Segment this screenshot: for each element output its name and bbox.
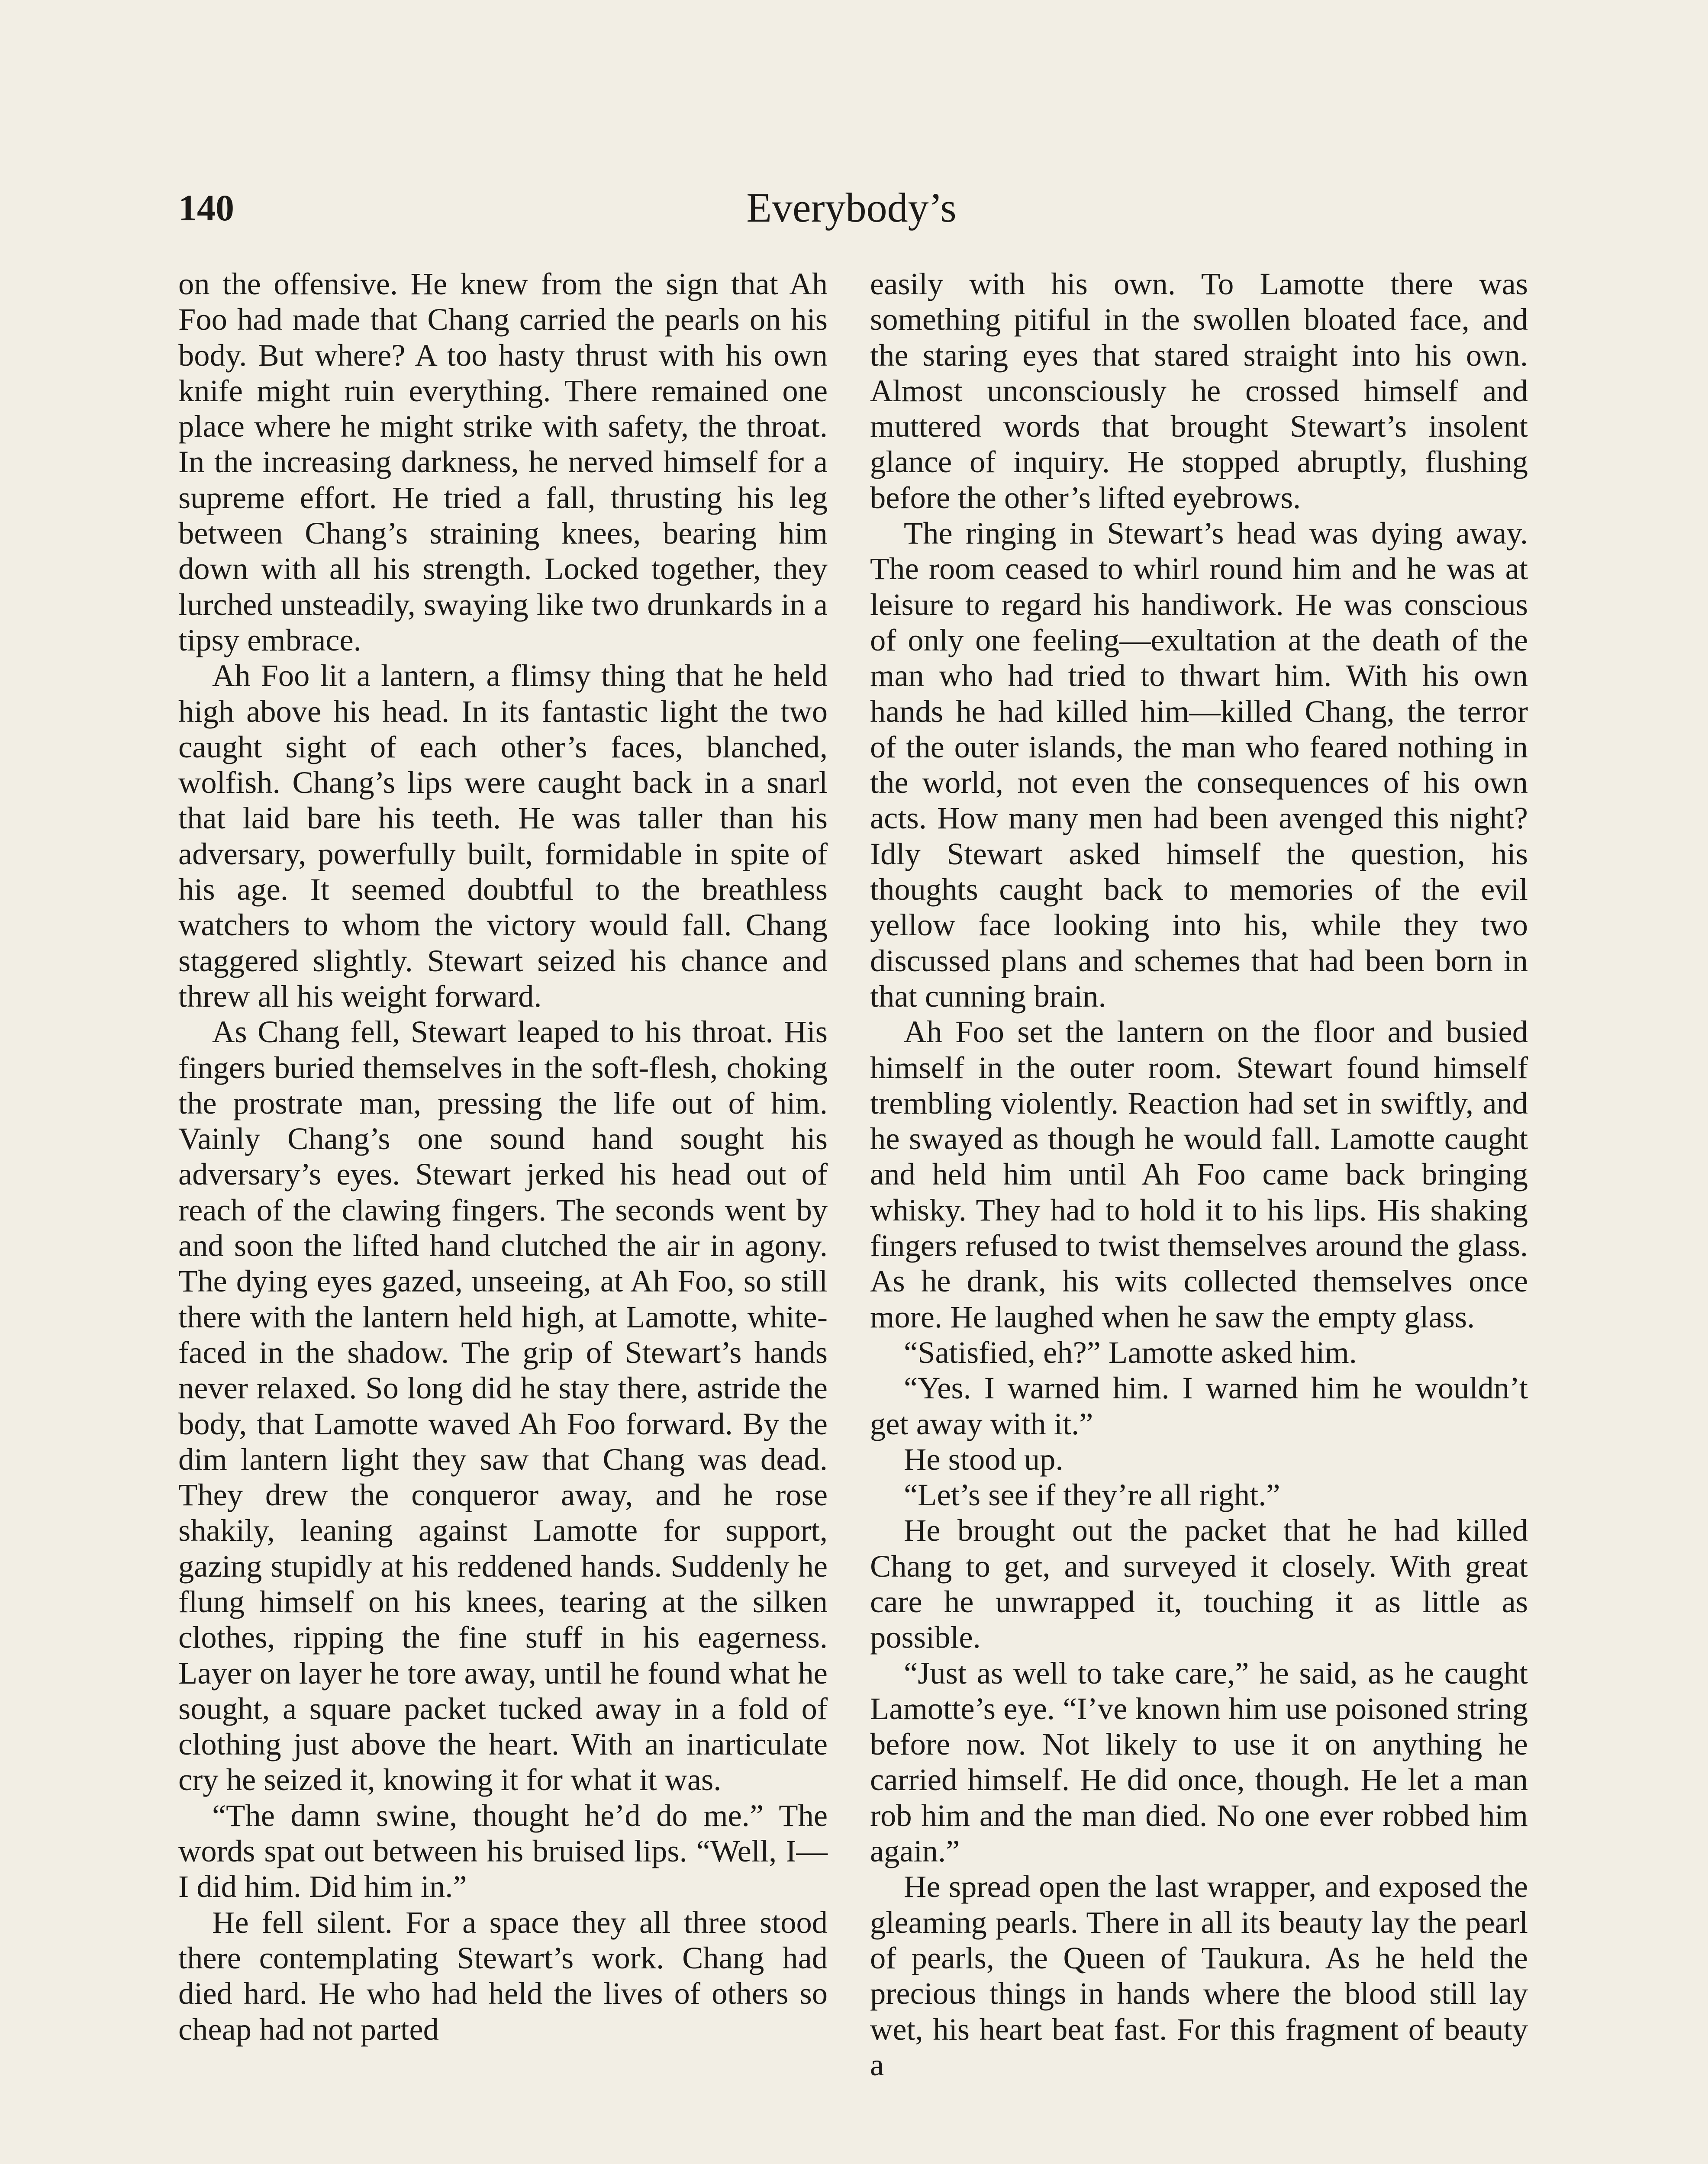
paragraph: Ah Foo lit a lantern, a flimsy thing that he held high above his head. In its fantastic light the two caught sight of each other’s faces, blanched, wolfish. Chang’s lips were caught back in a snarl that laid bare his teeth. He was taller than his adversary, powerfully built, formidable in spite of his age. It seemed doubtful to the breathless watchers to whom the victory would fall. Chang staggered slightly. Stewart seized his chance and threw all his weight forward.	[178, 658, 828, 1014]
paragraph: “Yes. I warned him. I warned him he wouldn’t get away with it.”	[870, 1370, 1528, 1441]
paragraph: “Let’s see if they’re all right.”	[904, 1477, 1280, 1513]
page-header	[178, 182, 1524, 234]
paragraph: He stood up.	[904, 1441, 1063, 1477]
paragraph: The ringing in Stewart’s head was dying away. The room ceased to whirl round him and he was at leisure to regard his handiwork. He was conscious of only one feeling—exultation at the death of the man who had tried to thwart him. With his own hands he had killed him—killed Chang, the terror of the outer islands, the man who feared nothing in the world, not even the consequences of his own acts. How many men had been avenged this night? Idly Stewart asked himself the question, his thoughts caught back to memories of the evil yellow face looking into his, while they two discussed plans and schemes that had been born in that cunning brain.	[870, 515, 1528, 1014]
paragraph: on the offensive. He knew from the sign that Ah Foo had made that Chang carried the pearls on his body. But where? A too hasty thrust with his own knife might ruin everything. There remained one place where he might strike with safety, the throat. In the increasing darkness, he nerved himself for a supreme effort. He tried a fall, thrusting his leg between Chang’s straining knees, bearing him down with all his strength. Locked together, they lurched unsteadily, swaying like two drunkards in a tipsy embrace.	[178, 266, 828, 657]
paragraph: As Chang fell, Stewart leaped to his throat. His fingers buried themselves in the soft-flesh, choking the prostrate man, pressing the life out of him. Vainly Chang’s one sound hand sought his adversary’s eyes. Stewart jerked his head out of reach of the clawing fingers. The seconds went by and soon the lifted hand clutched the air in agony. The dying eyes gazed, unseeing, at Ah Foo, so still there with the lantern held high, at Lamotte, white-faced in the shadow. The grip of Stewart’s hands never relaxed. So long did he stay there, astride the body, that Lamotte waved Ah Foo forward. By the dim lantern light they saw that Chang was dead. They drew the conqueror away, and he rose shakily, leaning against Lamotte for support, gazing stupidly at his reddened hands. Suddenly he flung himself on his knees, tearing at the silken clothes, ripping the fine stuff in his eagerness. Layer on layer he tore away, until he found what he sought, a square packet tucked away in a fold of clothing just above the heart. With an inarticulate cry he seized it, knowing it for what it was.	[178, 1014, 828, 1797]
paragraph: He brought out the packet that he had killed Chang to get, and surveyed it closely. With great care he unwrapped it, touching it as little as possible.	[870, 1513, 1528, 1655]
paragraph: “Just as well to take care,” he said, as he caught Lamotte’s eye. “I’ve known him use poisoned string before now. Not likely to use it on anything he carried himself. He did once, though. He let a man rob him and the man died. No one ever robbed him again.”	[870, 1655, 1528, 1869]
paragraph: easily with his own. To Lamotte there was something pitiful in the swollen bloated face, and the staring eyes that stared straight into his own. Almost unconsciously he crossed himself and muttered words that brought Stewart’s insolent glance of inquiry. He stopped abruptly, flushing before the other’s lifted eyebrows.	[870, 266, 1528, 515]
running-title: Everybody’s	[746, 184, 957, 231]
paragraph: He fell silent. For a space they all three stood there contemplating Stewart’s work. Chang had died hard. He who had held the lives of others so cheap had not parted	[178, 1904, 828, 2047]
left-column	[178, 266, 828, 2047]
page-number: 140	[178, 187, 234, 229]
paragraph: He spread open the last wrapper, and exposed the gleaming pearls. There in all its beauty lay the pearl of pearls, the Queen of Taukura. As he held the precious things in hands where the blood still lay wet, his heart beat fast. For this fragment of beauty a	[870, 1869, 1528, 2082]
right-column	[870, 266, 1528, 2083]
paragraph: “The damn swine, thought he’d do me.” The words spat out between his bruised lips. “Well, I—I did him. Did him in.”	[178, 1797, 828, 1904]
paragraph: Ah Foo set the lantern on the floor and busied himself in the outer room. Stewart found himself trembling violently. Reaction had set in swiftly, and he swayed as though he would fall. Lamotte caught and held him until Ah Foo came back bringing whisky. They had to hold it to his lips. His shaking fingers refused to twist themselves around the glass. As he drank, his wits collected themselves once more. He laughed when he saw the empty glass.	[870, 1014, 1528, 1334]
paragraph: “Satisfied, eh?” Lamotte asked him.	[904, 1334, 1357, 1370]
